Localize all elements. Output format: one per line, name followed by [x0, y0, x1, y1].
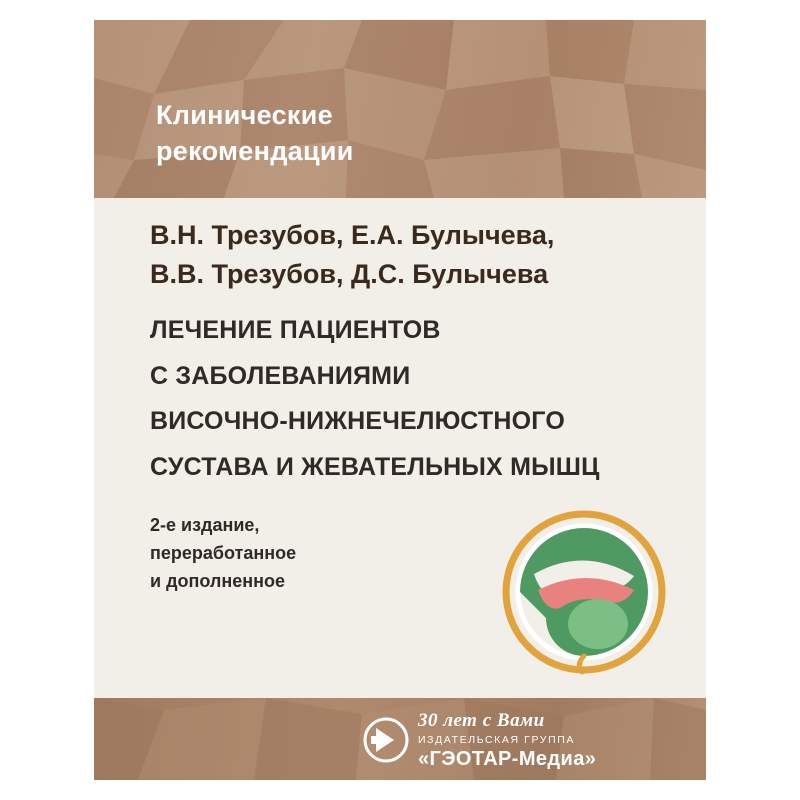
edition-note-line1: 2-е издание, — [150, 515, 260, 535]
book-title-line-4: СУСТАВА И ЖЕВАТЕЛЬНЫХ МЫШЦ — [150, 452, 600, 481]
publisher-logo-icon — [362, 716, 410, 764]
tmj-emblem-icon — [494, 502, 674, 682]
publisher-anniversary: 30 лет с Вами — [418, 710, 545, 731]
edition-note-line3: и дополненное — [150, 570, 285, 591]
edition-note-line2: переработанное — [150, 542, 297, 563]
authors-line1: В.Н. Трезубов, Е.А. Булычева, — [150, 220, 555, 250]
book-title-line-3: ВИСОЧНО-НИЖНЕЧЕЛЮСТНОГО — [150, 407, 565, 435]
series-label-line1: Клинические — [156, 100, 333, 130]
publisher-group-label: ИЗДАТЕЛЬСКАЯ ГРУППА — [418, 734, 575, 746]
edition-note — [150, 512, 410, 596]
book-title — [150, 308, 690, 490]
publisher-block — [362, 710, 662, 778]
book-cover — [94, 20, 706, 780]
book-title-line-1: ЛЕЧЕНИЕ ПАЦИЕНТОВ — [150, 316, 441, 344]
series-label-line2: рекомендации — [156, 135, 354, 166]
authors — [150, 216, 680, 294]
series-label — [156, 98, 354, 170]
book-title-line-2: С ЗАБОЛЕВАНИЯМИ — [150, 361, 411, 390]
authors-line2: В.В. Трезубов, Д.С. Булычева — [150, 258, 549, 289]
publisher-name: «ГЭОТАР-Медиа» — [418, 748, 597, 770]
